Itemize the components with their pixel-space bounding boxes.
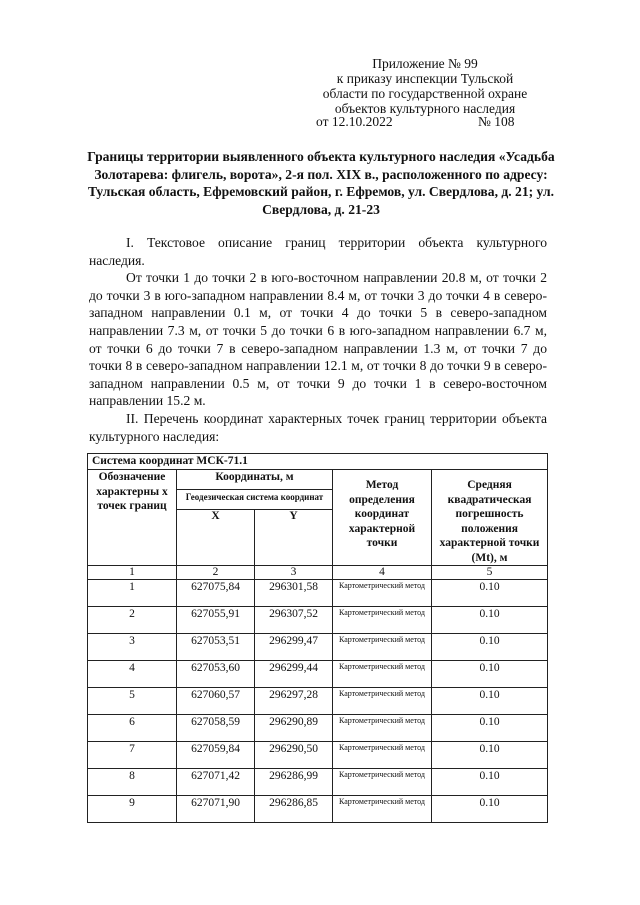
coord-y: 296286,99: [255, 769, 333, 796]
coord-y: 296290,89: [255, 715, 333, 742]
method: Картометрический метод: [333, 715, 432, 742]
coord-x: 627058,59: [177, 715, 255, 742]
point-number: 6: [88, 715, 177, 742]
column-number: 2: [177, 566, 255, 580]
error-value: 0.10: [432, 580, 548, 607]
point-number: 7: [88, 742, 177, 769]
table-row: [88, 607, 548, 634]
error-value: 0.10: [432, 715, 548, 742]
order-number: № 108: [478, 114, 515, 129]
table-row: [88, 715, 548, 742]
error-value: 0.10: [432, 742, 548, 769]
coord-x: 627060,57: [177, 688, 255, 715]
coordinate-system-title: Система координат МСК-71.1: [88, 454, 548, 470]
order-date-number: [316, 114, 526, 129]
table-row: [88, 769, 548, 796]
error-value: 0.10: [432, 607, 548, 634]
document-body: [89, 234, 547, 445]
error-value: 0.10: [432, 688, 548, 715]
appendix-order-ref: к приказу инспекции Тульской: [336, 71, 514, 86]
coordinates-table: [87, 453, 548, 823]
header-geodetic-system: Геодезическая система координат: [177, 489, 333, 509]
coord-x: 627075,84: [177, 580, 255, 607]
point-number: 3: [88, 634, 177, 661]
coord-x: 627059,84: [177, 742, 255, 769]
section1-heading: I. Текстовое описание границ территории объекта культурного наследия.: [89, 235, 547, 268]
table-row: [88, 688, 548, 715]
header-method: Метод определения координат характерной точки: [333, 470, 432, 566]
section1-description: От точки 1 до точки 2 в юго-восточном направлении 20.8 м, от точки 2 до точки 3 в юго-западном направлении 8.4 м, от точки 3 до точки 4 в северо-западном направлении 0.1 м, от точки 4 до точки 5 в северо-западном направлении 7.3 м, от точки 5 до точки 6 в юго-западном направлении 6.7 м, от точки 6 до точки 7 в северо-западном направлении 1.3 м, от точки 7 до точки 8 в северо-западном направлении 12.1 м, от точки 8 до точки 9 в северо-западном направлении 0.5 м, от точки 9 до точки 1 в северо-восточном направлении 15.2 м.: [89, 270, 547, 409]
coord-y: 296297,28: [255, 688, 333, 715]
table-row: [88, 580, 548, 607]
method: Картометрический метод: [333, 661, 432, 688]
document-title: Границы территории выявленного объекта культурного наследия «Усадьба Золотарева: флигель, ворота», 2-я пол. XIX в., расположенного по адресу: Тульская область, Ефремовский район, г. Ефремов, ул. Свердлова, д. 21; ул. Свердлова, д. 21-23: [87, 149, 555, 217]
column-number: 5: [432, 566, 548, 580]
point-number: 8: [88, 769, 177, 796]
appendix-title: Приложение № 99: [372, 56, 478, 71]
point-number: 1: [88, 580, 177, 607]
method: Картометрический метод: [333, 688, 432, 715]
order-date: от 12.10.2022: [316, 114, 393, 129]
coord-x: 627055,91: [177, 607, 255, 634]
header-coordinates: Координаты, м: [177, 470, 333, 490]
table-row: [88, 661, 548, 688]
method: Картометрический метод: [333, 742, 432, 769]
table-row: [88, 634, 548, 661]
point-number: 4: [88, 661, 177, 688]
coordinate-rows: [88, 580, 548, 823]
point-number: 5: [88, 688, 177, 715]
error-value: 0.10: [432, 769, 548, 796]
coord-y: 296290,50: [255, 742, 333, 769]
column-number: 1: [88, 566, 177, 580]
header-y: Y: [255, 510, 333, 566]
error-value: 0.10: [432, 634, 548, 661]
section2-heading: II. Перечень координат характерных точек границ территории объекта культурного наследия:: [89, 410, 547, 444]
column-number: 4: [333, 566, 432, 580]
method: Картометрический метод: [333, 634, 432, 661]
coord-y: 296307,52: [255, 607, 333, 634]
table-row: [88, 796, 548, 823]
coord-x: 627053,60: [177, 661, 255, 688]
coord-y: 296299,47: [255, 634, 333, 661]
method: Картометрический метод: [333, 580, 432, 607]
point-number: 2: [88, 607, 177, 634]
point-number: 9: [88, 796, 177, 823]
coord-y: 296286,85: [255, 796, 333, 823]
coord-x: 627071,42: [177, 769, 255, 796]
method: Картометрический метод: [333, 796, 432, 823]
method: Картометрический метод: [333, 769, 432, 796]
error-value: 0.10: [432, 796, 548, 823]
header-error: Средняя квадратическая погрешность положения характерной точки (Mt), м: [432, 470, 548, 566]
coord-x: 627071,90: [177, 796, 255, 823]
appendix-authority-cont: объектов культурного наследия: [334, 101, 516, 116]
appendix-block: [300, 56, 550, 116]
coord-x: 627053,51: [177, 634, 255, 661]
table-row: [88, 742, 548, 769]
column-number-row: [88, 566, 548, 580]
error-value: 0.10: [432, 661, 548, 688]
header-x: X: [177, 510, 255, 566]
method: Картометрический метод: [333, 607, 432, 634]
appendix-authority: области по государственной охране: [322, 86, 528, 101]
column-number: 3: [255, 566, 333, 580]
coord-y: 296299,44: [255, 661, 333, 688]
header-designation: Обозначение характерны х точек границ: [88, 470, 177, 566]
coord-y: 296301,58: [255, 580, 333, 607]
